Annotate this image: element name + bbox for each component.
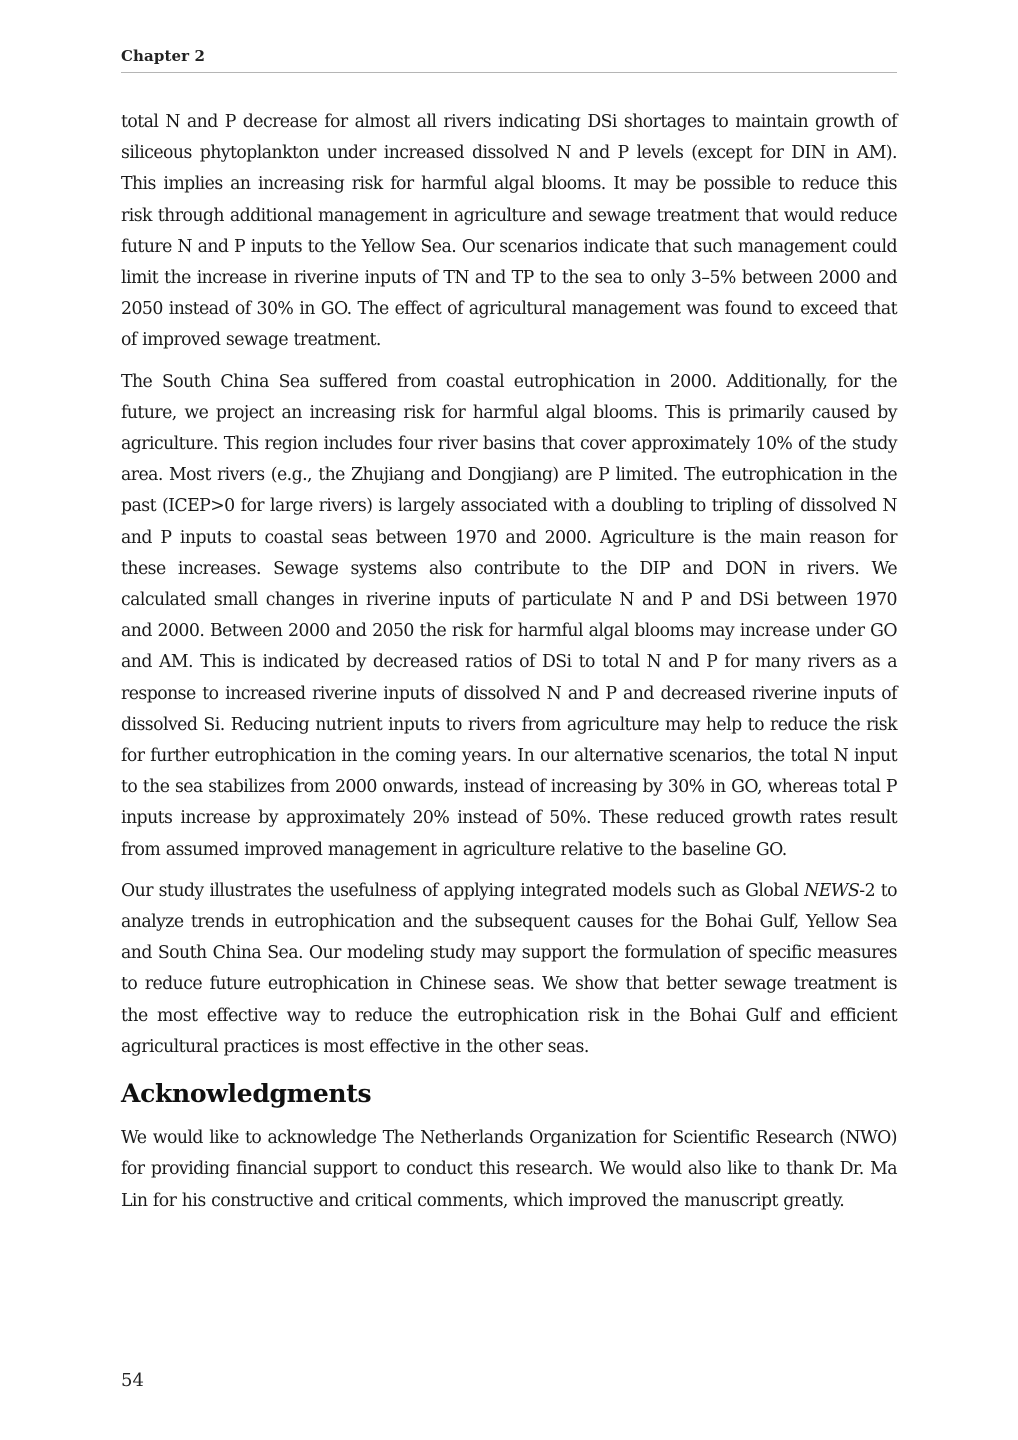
body-paragraph-2: The South China Sea suffered from coastal eutrophication in 2000. Additionally, for the future, we project an increasing risk for harmful algal blooms. This is primarily caused by agriculture. This region includes four river basins that cover approximately 10% of the study area. Most rivers (e.g., the Zhujiang and Dongjiang) are P limited. The eutrophication in the past (ICEP>0 for large rivers) is largely associated with a doubling to tripling of dissolved N and P inputs to coastal seas between 1970 and 2000. Agriculture is the main reason for these increases. Sewage systems also contribute to the DIP and DON in rivers. We calculated small changes in riverine inputs of particulate N and P and DSi between 1970 and 2000. Between 2000 and 2050 the risk for harmful algal blooms may increase under GO and AM. This is indicated by decreased ratios of DSi to total N and P for many rivers as a response to increased riverine inputs of dissolved N and P and decreased riverine inputs of dissolved Si. Reducing nutrient inputs to rivers from agriculture may help to reduce the risk for further eutrophication in the coming years. In our alternative scenarios, the total N input to the sea stabilizes from 2000 onwards, instead of increasing by 30% in GO, whereas total P inputs increase by approximately 20% instead of 50%. These reduced growth rates result from assumed improved management in agriculture relative to the baseline GO.: [121, 371, 897, 860]
acknowledgments-paragraph: We would like to acknowledge The Netherlands Organization for Scientific Research (NWO) for providing financial support to conduct this research. We would also like to thank Dr. Ma Lin for his constructive and critical comments, which improved the manuscript greatly.: [121, 1128, 897, 1211]
acknowledgments-heading: Acknowledgments: [121, 1079, 372, 1109]
body-paragraph-1: total N and P decrease for almost all rivers indicating DSi shortages to maintain growth of siliceous phytoplankton under increased dissolved N and P levels (except for DIN in AM). This implies an increasing risk for harmful algal blooms. It may be possible to reduce this risk through additional management in agriculture and sewage treatment that would reduce future N and P inputs to the Yellow Sea. Our scenarios indicate that such management could limit the increase in riverine inputs of TN and TP to the sea to only 3–5% between 2000 and 2050 instead of 30% in GO. The effect of agricultural management was found to exceed that of improved sewage treatment.: [121, 112, 897, 351]
running-header: [121, 46, 897, 73]
paragraph-3-before: Our study illustrates the usefulness of applying integrated models such as Global: [121, 880, 805, 901]
page-number: 54: [121, 1370, 144, 1391]
model-name: NEWS: [804, 880, 860, 901]
body-paragraph-3: [121, 876, 897, 1063]
chapter-label: Chapter 2: [121, 47, 205, 65]
main-content: [121, 107, 897, 1227]
paragraph-3-after: -2 to analyze trends in eutrophication and the subsequent causes for the Bohai Gulf, Yellow Sea and South China Sea. Our modeling study may support the formulation of specific measures to reduce future eutrophication in Chinese seas. We show that better sewage treatment is the most effective way to reduce the eutrophication risk in the Bohai Gulf and efficient agricultural practices is most effective in the other seas.: [121, 880, 897, 1057]
